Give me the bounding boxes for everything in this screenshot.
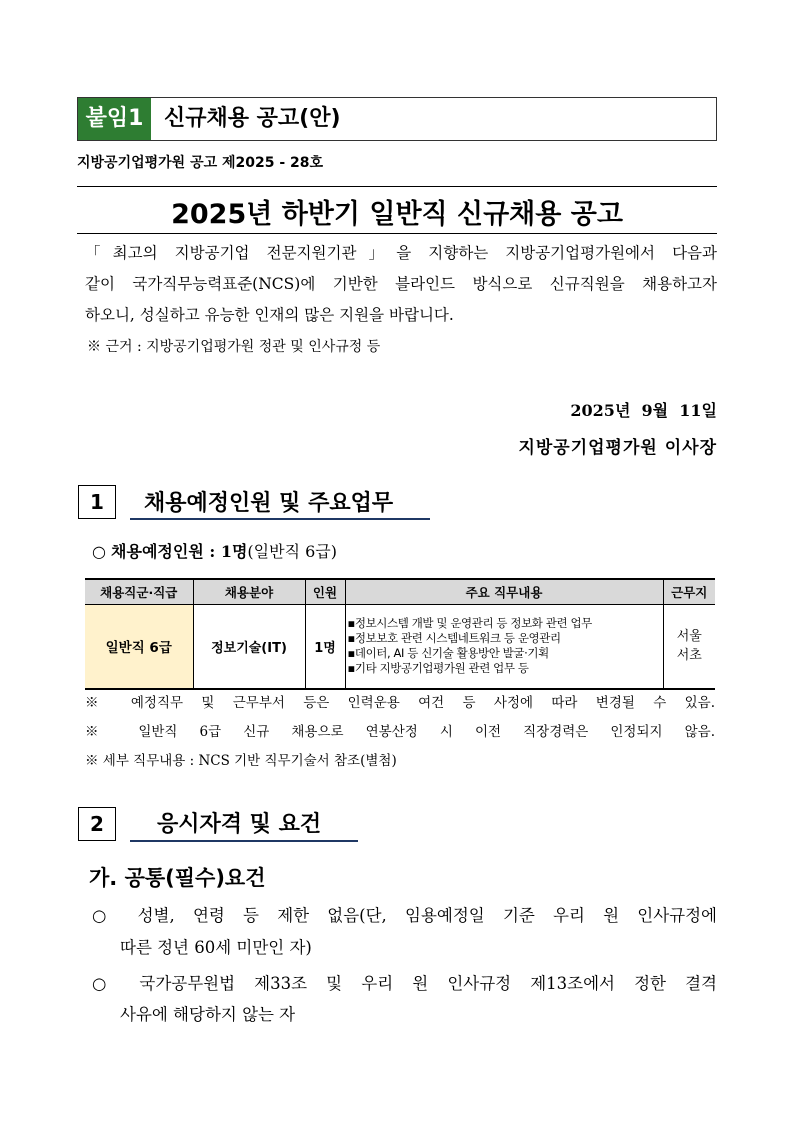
header-duties: 주요 직무내용: [345, 579, 663, 605]
title-bottom-rule: [77, 233, 717, 234]
header-field: 채용분야: [193, 579, 305, 605]
workplace-line-1: 서울: [676, 629, 702, 645]
duty-item: ▪정보시스템 개발 및 운영관리 등 정보화 관련 업무: [347, 616, 592, 631]
qualification-1-line-1: ○ 성별, 연령 등 제한 없음(단, 임용예정일 기준 우리 원 인사규정에: [92, 906, 717, 925]
section-2-title: 응시자격 및 요건: [157, 812, 322, 837]
intro-line-2: 같이 국가직무능력표준(NCS)에 기반한 블라인드 방식으로 신규직원을 채용하고자: [85, 275, 717, 293]
cell-grade: 일반직 6급: [85, 605, 193, 689]
recruit-count-label: 채용예정인원 : 1명: [111, 542, 248, 561]
basis-note: ※ 근거 : 지방공기업평가원 정관 및 인사규정 등: [87, 339, 381, 355]
table-note-3: ※ 세부 직무내용 : NCS 기반 직무기술서 참조(별첨): [85, 753, 397, 769]
duty-item: ▪데이터, AI 등 신기술 활용방안 발굴·기획: [347, 646, 549, 661]
main-title: 2025년 하반기 일반직 신규채용 공고: [171, 199, 623, 230]
section-2-underline: [130, 840, 358, 842]
duty-item: ▪기타 지방공기업평가원 관련 업무 등: [347, 661, 529, 676]
header-workplace: 근무지: [663, 579, 715, 605]
attachment-header: [77, 97, 717, 141]
intro-line-3: 하오니, 성실하고 유능한 인재의 많은 지원을 바랍니다.: [85, 306, 454, 324]
qualification-1-line-2: 따른 정년 60세 미만인 자): [120, 938, 312, 957]
duty-item: ▪정보보호 관련 시스템네트워크 등 운영관리: [347, 631, 561, 646]
attachment-badge: 붙임1: [78, 98, 151, 140]
cell-workplace: [663, 605, 715, 689]
subsection-a-title: 가. 공통(필수)요건: [89, 866, 266, 890]
recruit-count-line: ○ 채용예정인원 : 1명(일반직 6급): [92, 542, 337, 561]
recruit-count-detail: (일반직 6급): [247, 542, 337, 561]
table-row: [85, 605, 715, 689]
qualification-2-line-1: ○ 국가공무원법 제33조 및 우리 원 인사규정 제13조에서 정한 결격: [92, 974, 717, 993]
table-header-row: [85, 579, 715, 605]
table-note-1: ※ 예정직무 및 근무부서 등은 인력운용 여건 등 사정에 따라 변경될 수 있음.: [85, 695, 715, 711]
attachment-title: 신규채용 공고(안): [164, 106, 341, 131]
intro-line-1: 「최고의 지방공기업 전문지원기관」을 지향하는 지방공기업평가원에서 다음과: [85, 244, 717, 262]
recruit-table: [85, 578, 715, 690]
header-headcount: 인원: [305, 579, 345, 605]
workplace-line-2: 서초: [676, 648, 702, 664]
section-1-number: 1: [78, 485, 116, 519]
title-top-rule: [77, 186, 717, 187]
qualification-2-line-2: 사유에 해당하지 않는 자: [120, 1005, 296, 1024]
cell-duties: [345, 605, 663, 689]
signer: 지방공기업평가원 이사장: [518, 438, 717, 458]
table-note-2: ※ 일반직 6급 신규 채용으로 연봉산정 시 이전 직장경력은 인정되지 않음.: [85, 724, 715, 740]
section-2-number: 2: [78, 807, 116, 841]
cell-headcount: 1명: [305, 605, 345, 689]
cell-field: 정보기술(IT): [193, 605, 305, 689]
section-1-title: 채용예정인원 및 주요업무: [144, 491, 394, 516]
notice-date: 2025년 9월 11일: [570, 401, 717, 420]
header-job-grade: 채용직군·직급: [85, 579, 193, 605]
notice-number: 지방공기업평가원 공고 제2025 - 28호: [77, 155, 324, 171]
section-1-underline: [130, 518, 430, 520]
